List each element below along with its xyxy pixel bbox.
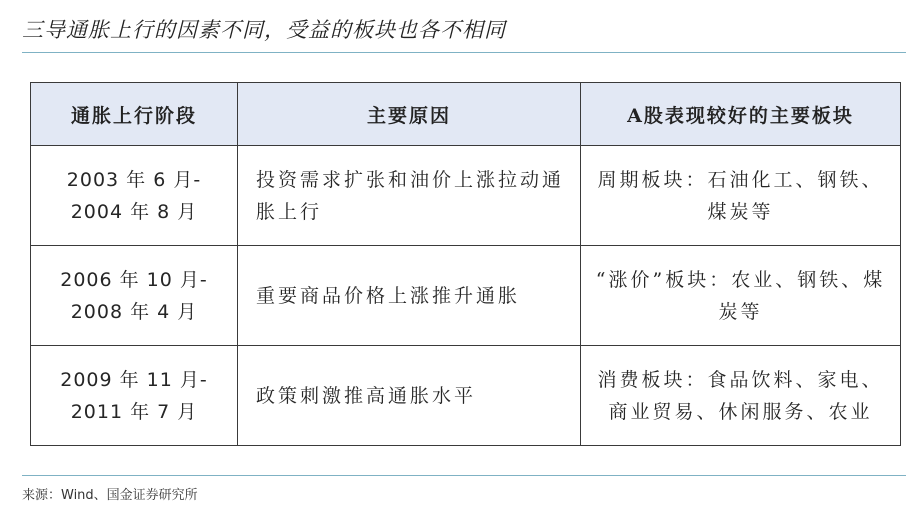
footer-divider — [22, 475, 906, 476]
period-start: 2003 年 6 月- — [66, 168, 202, 191]
page-title: 三导通胀上行的因素不同，受益的板块也各不相同 — [22, 18, 506, 42]
column-header-reason: 主要原因 — [238, 83, 581, 146]
sectors-cell: “涨价”板块：农业、钢铁、煤炭等 — [581, 246, 901, 346]
table-row — [31, 346, 901, 446]
period-end: 2008 年 4 月 — [70, 300, 198, 323]
inflation-sector-table — [30, 82, 901, 446]
period-cell — [31, 246, 238, 346]
source-note: 来源：Wind、国金证券研究所 — [22, 488, 198, 503]
period-cell — [31, 146, 238, 246]
reason-cell: 政策刺激推高通胀水平 — [238, 346, 581, 446]
period-end: 2011 年 7 月 — [70, 400, 198, 423]
table-header-row — [31, 83, 901, 146]
period-cell — [31, 346, 238, 446]
table-row — [31, 246, 901, 346]
period-start: 2009 年 11 月- — [60, 368, 208, 391]
sectors-cell: 周期板块：石油化工、钢铁、煤炭等 — [581, 146, 901, 246]
column-header-period: 通胀上行阶段 — [31, 83, 238, 146]
period-end: 2004 年 8 月 — [70, 200, 198, 223]
column-header-sectors: A股表现较好的主要板块 — [581, 83, 901, 146]
reason-cell: 投资需求扩张和油价上涨拉动通胀上行 — [238, 146, 581, 246]
table-row — [31, 146, 901, 246]
reason-cell: 重要商品价格上涨推升通胀 — [238, 246, 581, 346]
period-start: 2006 年 10 月- — [60, 268, 208, 291]
sectors-cell: 消费板块：食品饮料、家电、商业贸易、休闲服务、农业 — [581, 346, 901, 446]
title-divider — [22, 52, 906, 53]
